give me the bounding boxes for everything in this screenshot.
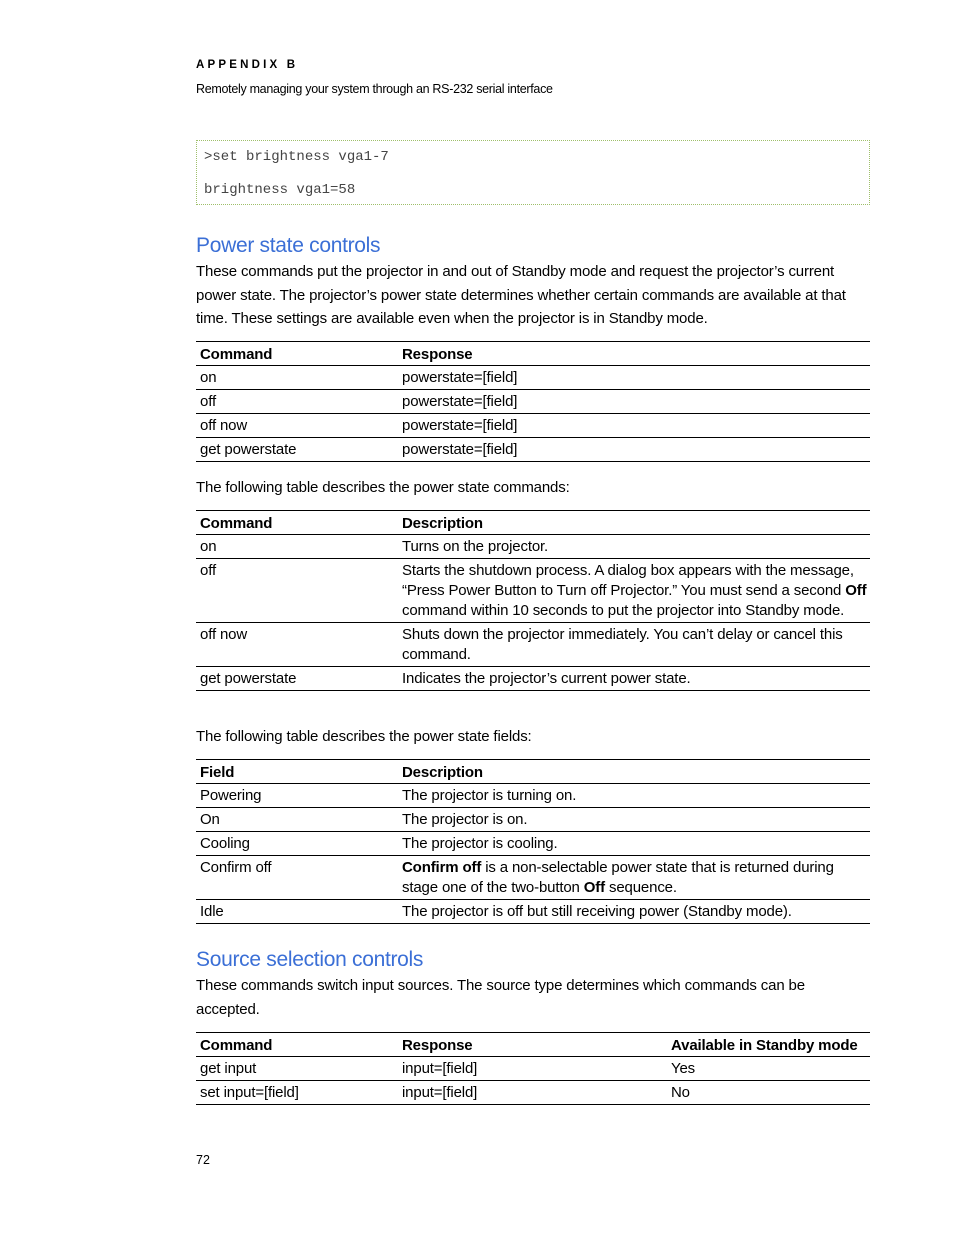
table-cell: powerstate=[field] [402,417,518,434]
table-row [196,535,870,559]
table-cell: input=[field] [402,1084,478,1101]
table-cell: off [200,393,216,410]
source-command-table [196,1032,870,1105]
appendix-label: APPENDIX B [196,59,299,71]
column-header: Field [200,764,235,781]
table-cell: Yes [671,1060,696,1077]
code-line: brightness vga1=58 [204,182,356,198]
power-command-response-table [196,341,870,462]
table-cell: on [200,369,217,386]
table-header-row [196,342,870,366]
table-cell: on [200,538,217,555]
table-row [196,808,870,832]
power-command-description-table [196,510,870,691]
table-cell: The projector is off but still receiving power (Standby mode). [402,903,792,920]
section-heading-source: Source selection controls [196,948,424,971]
section-heading-power: Power state controls [196,234,381,257]
table-cell: off now [200,417,248,434]
table-cell: get powerstate [200,441,297,458]
table-row [196,900,870,924]
table-cell: The projector is turning on. [402,787,577,804]
table-cell: powerstate=[field] [402,393,518,410]
table-cell [398,856,870,900]
cell-text: is a non-selectable power state that is returned during stage one of the two-button [402,859,834,896]
table-cell [398,559,870,623]
source-intro-paragraph: These commands switch input sources. The source type determines which commands can be accepted. [196,977,805,1018]
table-row [196,414,870,438]
table-header-row [196,760,870,784]
table-cell: Confirm off [200,859,272,876]
table-cell: get input [200,1060,257,1077]
column-header: Command [200,346,273,363]
chapter-subtitle: Remotely managing your system through an RS-232 serial interface [196,82,553,96]
table-row [196,623,870,667]
column-header: Available in Standby mode [671,1037,858,1054]
page-number: 72 [196,1153,210,1167]
table-header-row [196,1033,870,1057]
column-header: Description [402,515,483,532]
table-cell: The projector is cooling. [402,835,558,852]
table-cell: Cooling [200,835,250,852]
cell-text: sequence. [604,879,677,896]
column-header: Response [402,346,473,363]
column-header: Command [200,515,273,532]
column-header: Description [402,764,483,781]
code-line: >set brightness vga1-7 [204,149,389,165]
table-row [196,667,870,691]
power-fields-table [196,759,870,924]
column-header: Command [200,1037,273,1054]
column-header: Response [402,1037,473,1054]
table-cell: On [200,811,220,828]
cell-text: command within 10 seconds to put the projector into Standby mode. [402,602,845,619]
table-cell: Idle [200,903,224,920]
table-cell: get powerstate [200,670,297,687]
table-row [196,856,870,900]
cell-text: Starts the shutdown process. A dialog box appears with the message, “Press Power Button to Turn off Projector.” You must send a second [402,562,854,599]
table-row [196,784,870,808]
table-cell: Indicates the projector’s current power state. [402,670,691,687]
code-example [196,140,870,205]
table-row [196,1057,870,1081]
power-intro-paragraph: These commands put the projector in and out of Standby mode and request the projector’s current power state. The projector’s power state determines whether certain commands are available at that time. These settings are available even when the projector is in Standby mode. [196,263,846,327]
table-cell: No [671,1084,690,1101]
bold-term: Off [583,879,605,896]
table-cell: Powering [200,787,262,804]
table-row [196,559,870,623]
table-cell: off now [200,626,248,643]
fields-table-intro: The following table describes the power state fields: [196,728,532,745]
table-cell: Shuts down the projector immediately. You can’t delay or cancel this command. [402,626,843,663]
table-row [196,1081,870,1105]
table-cell: set input=[field] [200,1084,299,1101]
table-row [196,832,870,856]
table-row [196,390,870,414]
table-row [196,366,870,390]
bold-term: Off [845,582,867,599]
table-cell: off [200,562,216,579]
table-cell: Turns on the projector. [402,538,549,555]
bold-term: Confirm off [402,859,482,876]
commands-table-intro: The following table describes the power state commands: [196,479,570,496]
table-row [196,438,870,462]
table-cell: powerstate=[field] [402,441,518,458]
table-cell: powerstate=[field] [402,369,518,386]
table-cell: The projector is on. [402,811,528,828]
table-cell: input=[field] [402,1060,478,1077]
table-header-row [196,511,870,535]
